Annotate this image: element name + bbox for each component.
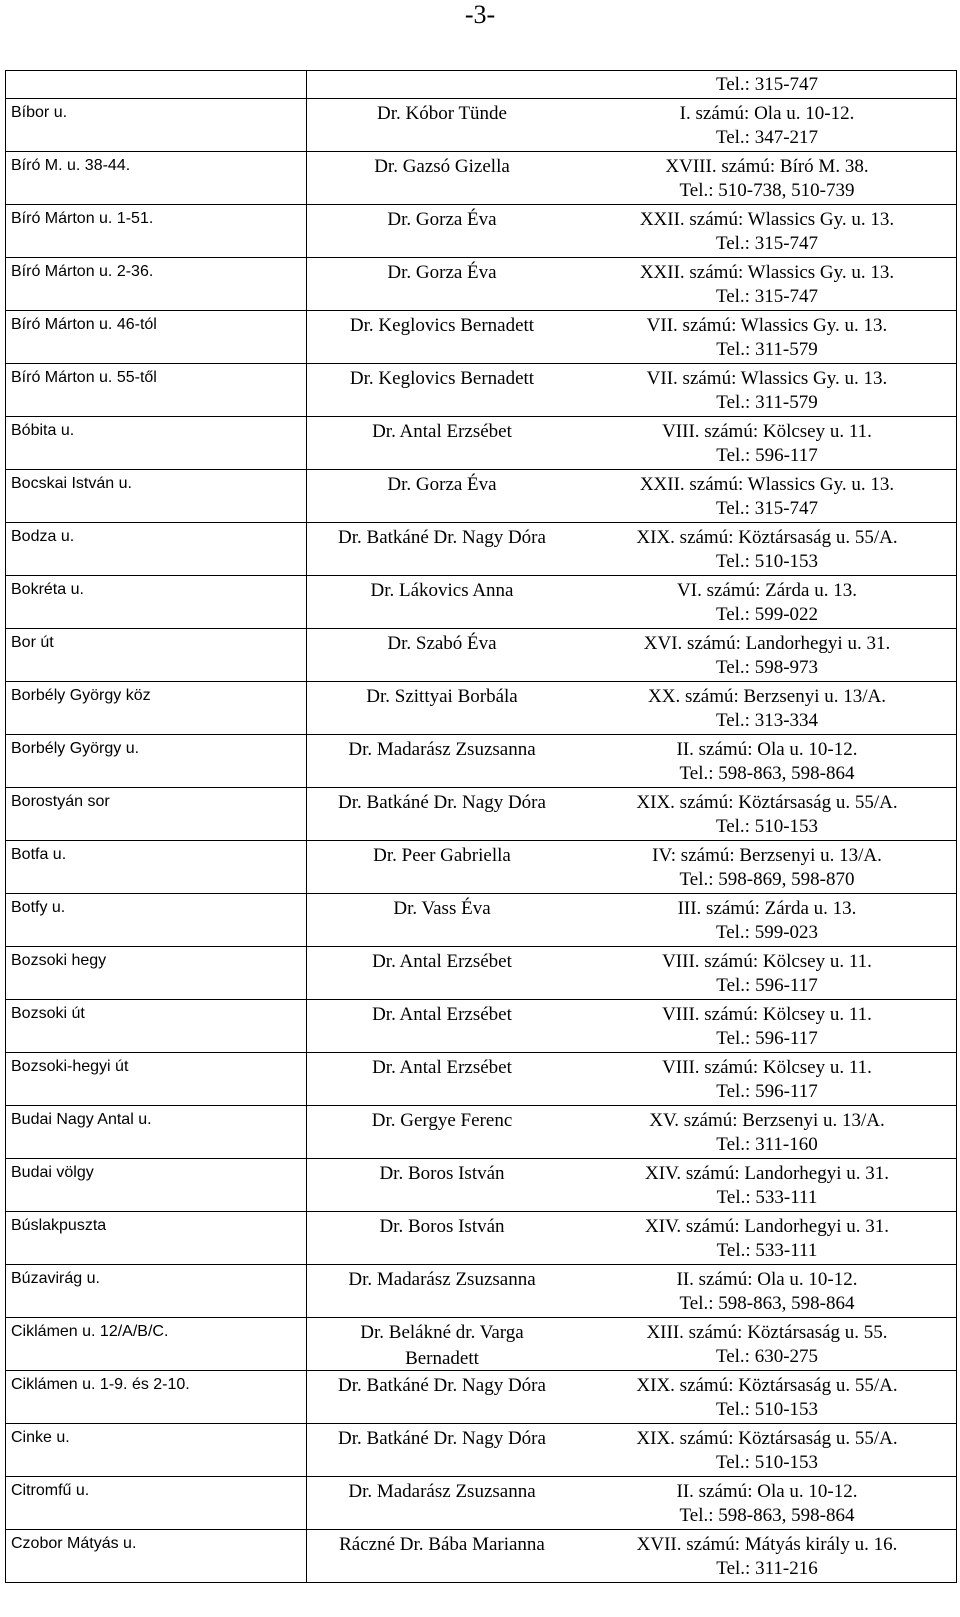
street-cell xyxy=(6,1371,307,1424)
doctor-cell xyxy=(307,947,957,1000)
street-cell xyxy=(6,1424,307,1477)
street-cell xyxy=(6,311,307,364)
street-cell xyxy=(6,1477,307,1530)
phone-number: Tel.: 510-153 xyxy=(715,1399,819,1420)
table-row xyxy=(6,1212,957,1265)
table-row xyxy=(6,470,957,523)
table-row xyxy=(6,364,957,417)
street-name: Bodza u. xyxy=(11,528,75,545)
street-cell xyxy=(6,841,307,894)
practice-address: XIII. számú: Köztársaság u. 55. xyxy=(646,1322,888,1343)
district-doctor-table xyxy=(5,70,957,1583)
table-body xyxy=(6,71,957,1583)
practice-address: XIX. számú: Köztársaság u. 55/A. xyxy=(636,527,898,548)
doctor-name: Dr. Gergye Ferenc xyxy=(371,1110,513,1131)
table-row xyxy=(6,99,957,152)
doctor-name: Dr. Gorza Éva xyxy=(387,474,497,495)
practice-address: II. számú: Ola u. 10-12. xyxy=(676,739,858,760)
table-row xyxy=(6,205,957,258)
street-name: Bíbor u. xyxy=(11,104,68,121)
doctor-name: Dr. Szabó Éva xyxy=(387,633,497,654)
table-row xyxy=(6,1530,957,1583)
practice-address: VIII. számú: Kölcsey u. 11. xyxy=(662,1004,872,1025)
table-row xyxy=(6,576,957,629)
doctor-cell xyxy=(307,1371,957,1424)
doctor-name: Dr. Lákovics Anna xyxy=(370,580,514,601)
phone-number: Tel.: 313-334 xyxy=(715,710,819,731)
practice-address: XXII. számú: Wlassics Gy. u. 13. xyxy=(639,474,895,495)
doctor-cell xyxy=(307,1318,957,1371)
doctor-name: Dr. Gorza Éva xyxy=(387,262,497,283)
doctor-cell xyxy=(307,576,957,629)
doctor-cell xyxy=(307,417,957,470)
doctor-cell xyxy=(307,841,957,894)
doctor-name: Dr. Kóbor Tünde xyxy=(377,103,507,124)
doctor-cell xyxy=(307,1106,957,1159)
street-cell xyxy=(6,735,307,788)
street-cell xyxy=(6,629,307,682)
phone-number: Tel.: 630-275 xyxy=(715,1346,819,1367)
table-row xyxy=(6,1265,957,1318)
table-row xyxy=(6,841,957,894)
practice-address: XX. számú: Berzsenyi u. 13/A. xyxy=(648,686,886,707)
street-cell xyxy=(6,1159,307,1212)
phone-number: Tel.: 596-117 xyxy=(716,445,818,466)
doctor-cell xyxy=(307,1530,957,1583)
phone-number: Tel.: 599-022 xyxy=(715,604,819,625)
phone-number: Tel.: 315-747 xyxy=(715,286,819,307)
doctor-cell xyxy=(307,1424,957,1477)
practice-address: XIX. számú: Köztársaság u. 55/A. xyxy=(636,1428,898,1449)
doctor-cell xyxy=(307,735,957,788)
phone-number: Tel.: 599-023 xyxy=(715,922,819,943)
street-name: Bóbita u. xyxy=(11,422,75,439)
doctor-name: Dr. Batkáné Dr. Nagy Dóra xyxy=(338,527,546,548)
street-name: Bor út xyxy=(11,634,54,651)
phone-number: Tel.: 311-216 xyxy=(716,1558,818,1579)
doctor-cell xyxy=(307,1000,957,1053)
practice-address: XVI. számú: Landorhegyi u. 31. xyxy=(643,633,891,654)
doctor-name: Dr. Batkáné Dr. Nagy Dóra xyxy=(338,792,546,813)
practice-address: XIV. számú: Landorhegyi u. 31. xyxy=(645,1163,889,1184)
street-cell xyxy=(6,788,307,841)
street-name: Bíró Márton u. 1-51. xyxy=(11,210,154,227)
street-name: Botfa u. xyxy=(11,846,67,863)
street-cell xyxy=(6,364,307,417)
practice-address: I. számú: Ola u. 10-12. xyxy=(679,103,855,124)
doctor-name-line2: Bernadett xyxy=(405,1348,479,1369)
page-number: -3- xyxy=(464,0,496,29)
street-cell xyxy=(6,1053,307,1106)
doctor-cell xyxy=(307,1053,957,1106)
table-row xyxy=(6,629,957,682)
street-cell xyxy=(6,1106,307,1159)
doctor-cell xyxy=(307,258,957,311)
street-name: Bozsoki út xyxy=(11,1005,85,1022)
table-row xyxy=(6,894,957,947)
street-name: Bozsoki-hegyi út xyxy=(11,1058,129,1075)
street-name: Búslakpuszta xyxy=(11,1217,107,1234)
street-cell xyxy=(6,1318,307,1371)
doctor-cell xyxy=(307,364,957,417)
doctor-name: Dr. Madarász Zsuzsanna xyxy=(348,1481,536,1502)
phone-number: Tel.: 596-117 xyxy=(716,975,818,996)
practice-address: XXII. számú: Wlassics Gy. u. 13. xyxy=(639,262,895,283)
table-row xyxy=(6,735,957,788)
street-cell xyxy=(6,470,307,523)
phone-number: Tel.: 598-973 xyxy=(715,657,819,678)
table-row xyxy=(6,1424,957,1477)
table-row xyxy=(6,1106,957,1159)
street-name: Bíró Márton u. 2-36. xyxy=(11,263,154,280)
table-row xyxy=(6,682,957,735)
phone-number: Tel.: 533-111 xyxy=(716,1187,818,1208)
street-name: Bozsoki hegy xyxy=(11,952,107,969)
practice-address: XXII. számú: Wlassics Gy. u. 13. xyxy=(639,209,895,230)
practice-address: XIX. számú: Köztársaság u. 55/A. xyxy=(636,1375,898,1396)
phone-number: Tel.: 598-863, 598-864 xyxy=(679,763,855,784)
doctor-cell xyxy=(307,629,957,682)
street-cell xyxy=(6,258,307,311)
table-row xyxy=(6,258,957,311)
doctor-cell xyxy=(307,470,957,523)
practice-address: VII. számú: Wlassics Gy. u. 13. xyxy=(646,368,888,389)
phone-number: Tel.: 598-869, 598-870 xyxy=(679,869,855,890)
street-name: Citromfű u. xyxy=(11,1482,90,1499)
practice-address: III. számú: Zárda u. 13. xyxy=(677,898,857,919)
street-name: Czobor Mátyás u. xyxy=(11,1535,137,1552)
phone-number: Tel.: 510-738, 510-739 xyxy=(679,180,855,201)
phone-number: Tel.: 598-863, 598-864 xyxy=(679,1505,855,1526)
practice-address: II. számú: Ola u. 10-12. xyxy=(676,1481,858,1502)
phone-number: Tel.: 311-579 xyxy=(716,392,818,413)
street-name: Borostyán sor xyxy=(11,793,110,810)
phone-number: Tel.: 311-579 xyxy=(716,339,818,360)
phone-number: Tel.: 347-217 xyxy=(715,127,819,148)
doctor-cell xyxy=(307,1477,957,1530)
doctor-name: Dr. Antal Erzsébet xyxy=(372,951,512,972)
street-cell xyxy=(6,1000,307,1053)
doctor-name: Dr. Madarász Zsuzsanna xyxy=(348,1269,536,1290)
doctor-name: Dr. Belákné dr. Varga Bernadett xyxy=(360,1322,524,1369)
doctor-name: Ráczné Dr. Bába Marianna xyxy=(339,1534,545,1555)
table-row xyxy=(6,1000,957,1053)
table-row xyxy=(6,788,957,841)
street-cell xyxy=(6,417,307,470)
street-name: Ciklámen u. 12/A/B/C. xyxy=(11,1323,169,1340)
street-cell xyxy=(6,205,307,258)
table-row xyxy=(6,1477,957,1530)
street-name: Bocskai István u. xyxy=(11,475,132,492)
table-row xyxy=(6,1318,957,1371)
doctor-name: Dr. Antal Erzsébet xyxy=(372,1004,512,1025)
street-cell xyxy=(6,99,307,152)
practice-address: VII. számú: Wlassics Gy. u. 13. xyxy=(646,315,888,336)
street-cell xyxy=(6,576,307,629)
phone-number: Tel.: 598-863, 598-864 xyxy=(679,1293,855,1314)
continuation-row xyxy=(6,71,957,99)
street-name: Ciklámen u. 1-9. és 2-10. xyxy=(11,1376,190,1393)
practice-address: II. számú: Ola u. 10-12. xyxy=(676,1269,858,1290)
practice-address: XIX. számú: Köztársaság u. 55/A. xyxy=(636,792,898,813)
practice-address: VI. számú: Zárda u. 13. xyxy=(677,580,857,601)
street-cell xyxy=(6,682,307,735)
practice-address: VIII. számú: Kölcsey u. 11. xyxy=(662,1057,872,1078)
table-row xyxy=(6,523,957,576)
doctor-name: Dr. Madarász Zsuzsanna xyxy=(348,739,536,760)
practice-address: IV: számú: Berzsenyi u. 13/A. xyxy=(652,845,882,866)
phone-number: Tel.: 315-747 xyxy=(715,74,819,95)
doctor-cell xyxy=(307,71,957,99)
street-name: Búzavirág u. xyxy=(11,1270,100,1287)
street-cell xyxy=(6,1212,307,1265)
street-cell xyxy=(6,152,307,205)
practice-address: XIV. számú: Landorhegyi u. 31. xyxy=(645,1216,889,1237)
doctor-name: Dr. Boros István xyxy=(379,1163,505,1184)
street-cell xyxy=(6,947,307,1000)
doctor-cell xyxy=(307,311,957,364)
doctor-cell xyxy=(307,523,957,576)
street-name: Cinke u. xyxy=(11,1429,70,1446)
doctor-cell xyxy=(307,682,957,735)
doctor-name: Dr. Boros István xyxy=(379,1216,505,1237)
phone-number: Tel.: 315-747 xyxy=(715,233,819,254)
doctor-name: Dr. Peer Gabriella xyxy=(373,845,511,866)
doctor-name: Dr. Gorza Éva xyxy=(387,209,497,230)
practice-address: XV. számú: Berzsenyi u. 13/A. xyxy=(649,1110,885,1131)
doctor-cell xyxy=(307,1159,957,1212)
table-row xyxy=(6,311,957,364)
phone-number: Tel.: 533-111 xyxy=(716,1240,818,1261)
street-name: Borbély György u. xyxy=(11,740,140,757)
doctor-name: Dr. Keglovics Bernadett xyxy=(349,368,535,389)
street-name: Budai Nagy Antal u. xyxy=(11,1111,152,1128)
table-row xyxy=(6,1053,957,1106)
street-name: Bíró Márton u. 55-től xyxy=(11,369,157,386)
doctor-cell xyxy=(307,1265,957,1318)
table-row xyxy=(6,1159,957,1212)
street-name: Budai völgy xyxy=(11,1164,94,1181)
doctor-name: Dr. Antal Erzsébet xyxy=(372,421,512,442)
doctor-cell xyxy=(307,205,957,258)
doctor-name: Dr. Szittyai Borbála xyxy=(366,686,518,707)
doctor-name: Dr. Batkáné Dr. Nagy Dóra xyxy=(338,1375,546,1396)
street-cell xyxy=(6,1530,307,1583)
phone-number: Tel.: 596-117 xyxy=(716,1081,818,1102)
street-cell xyxy=(6,1265,307,1318)
practice-address: VIII. számú: Kölcsey u. 11. xyxy=(662,421,872,442)
street-cell xyxy=(6,894,307,947)
doctor-name: Dr. Gazsó Gizella xyxy=(374,156,510,177)
street-name: Botfy u. xyxy=(11,899,66,916)
table-row xyxy=(6,947,957,1000)
phone-number: Tel.: 510-153 xyxy=(715,1452,819,1473)
table-row xyxy=(6,152,957,205)
doctor-name: Dr. Vass Éva xyxy=(393,898,491,919)
doctor-cell xyxy=(307,152,957,205)
phone-number: Tel.: 315-747 xyxy=(715,498,819,519)
street-cell xyxy=(6,523,307,576)
doctor-name: Dr. Antal Erzsébet xyxy=(372,1057,512,1078)
doctor-name: Dr. Batkáné Dr. Nagy Dóra xyxy=(338,1428,546,1449)
doctor-name: Dr. Keglovics Bernadett xyxy=(349,315,535,336)
practice-address: XVII. számú: Mátyás király u. 16. xyxy=(636,1534,898,1555)
doctor-cell xyxy=(307,788,957,841)
street-name: Bíró Márton u. 46-tól xyxy=(11,316,157,333)
phone-number: Tel.: 510-153 xyxy=(715,816,819,837)
table-row xyxy=(6,1371,957,1424)
practice-address: VIII. számú: Kölcsey u. 11. xyxy=(662,951,872,972)
street-name: Borbély György köz xyxy=(11,687,151,704)
street-cell xyxy=(6,71,307,99)
doctor-cell xyxy=(307,99,957,152)
phone-number: Tel.: 596-117 xyxy=(716,1028,818,1049)
street-name: Bokréta u. xyxy=(11,581,84,598)
doctor-cell xyxy=(307,894,957,947)
phone-number: Tel.: 510-153 xyxy=(715,551,819,572)
doctor-cell xyxy=(307,1212,957,1265)
table-row xyxy=(6,417,957,470)
practice-address: XVIII. számú: Bíró M. 38. xyxy=(665,156,869,177)
street-name: Bíró M. u. 38-44. xyxy=(11,157,131,174)
phone-number: Tel.: 311-160 xyxy=(716,1134,818,1155)
